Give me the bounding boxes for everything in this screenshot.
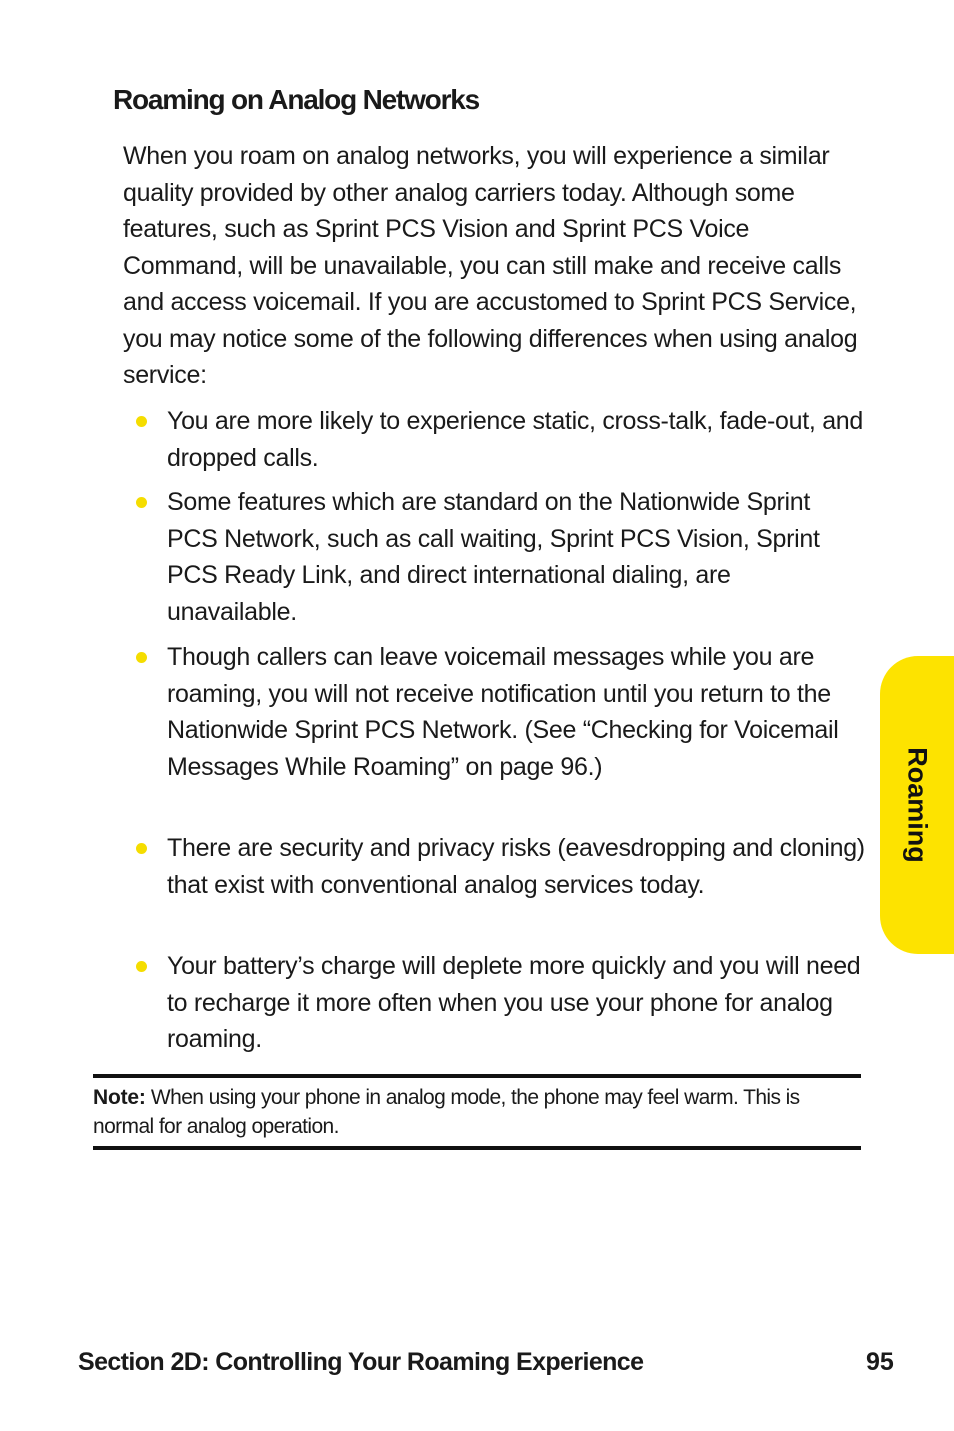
section-heading: Roaming on Analog Networks — [113, 84, 480, 115]
bullet-icon — [136, 497, 147, 508]
bullet-icon — [136, 843, 147, 854]
chapter-tab — [880, 656, 954, 954]
list-item — [167, 484, 867, 630]
list-item-text: Though callers can leave voicemail messages while you are roaming, you will not receive notification until you return to the Nationwide Sprint PCS Network. (See “Checking for Voicemail Messages While Roaming” on page 96.) — [167, 643, 839, 781]
list-item — [167, 830, 867, 903]
list-item — [167, 639, 867, 785]
note-box — [93, 1074, 861, 1150]
intro-paragraph: When you roam on analog networks, you will experience a similar quality provided by other analog carriers today. Although some features, such as Sprint PCS Vision and Sprint PCS Voice Command, will be unavailable, you can still make and receive calls and access voicemail. If you are accustomed to Sprint PCS Service, you may notice some of the following differences when using analog service: — [123, 142, 858, 389]
bullet-icon — [136, 961, 147, 972]
note-label: Note: — [93, 1086, 146, 1109]
footer-section-title: Section 2D: Controlling Your Roaming Experience — [78, 1348, 644, 1376]
list-item-text: There are security and privacy risks (eavesdropping and cloning) that exist with conventional analog services today. — [167, 834, 865, 899]
list-item — [167, 403, 867, 476]
bullet-icon — [136, 652, 147, 663]
note-body: When using your phone in analog mode, the phone may feel warm. This is normal for analog operation. — [93, 1086, 800, 1138]
list-item-text: Your battery’s charge will deplete more quickly and you will need to recharge it more often when you use your phone for analog roaming. — [167, 952, 861, 1053]
list-item — [167, 948, 867, 1058]
list-item-text: You are more likely to experience static, cross-talk, fade-out, and dropped calls. — [167, 407, 864, 472]
note-text — [93, 1083, 861, 1141]
chapter-tab-label: Roaming — [902, 747, 933, 863]
page-number: 95 — [866, 1348, 894, 1376]
bullet-icon — [136, 416, 147, 427]
list-item-text: Some features which are standard on the Nationwide Sprint PCS Network, such as call waiting, Sprint PCS Vision, Sprint PCS Ready Link, and direct international dialing, are unavailable. — [167, 488, 820, 626]
